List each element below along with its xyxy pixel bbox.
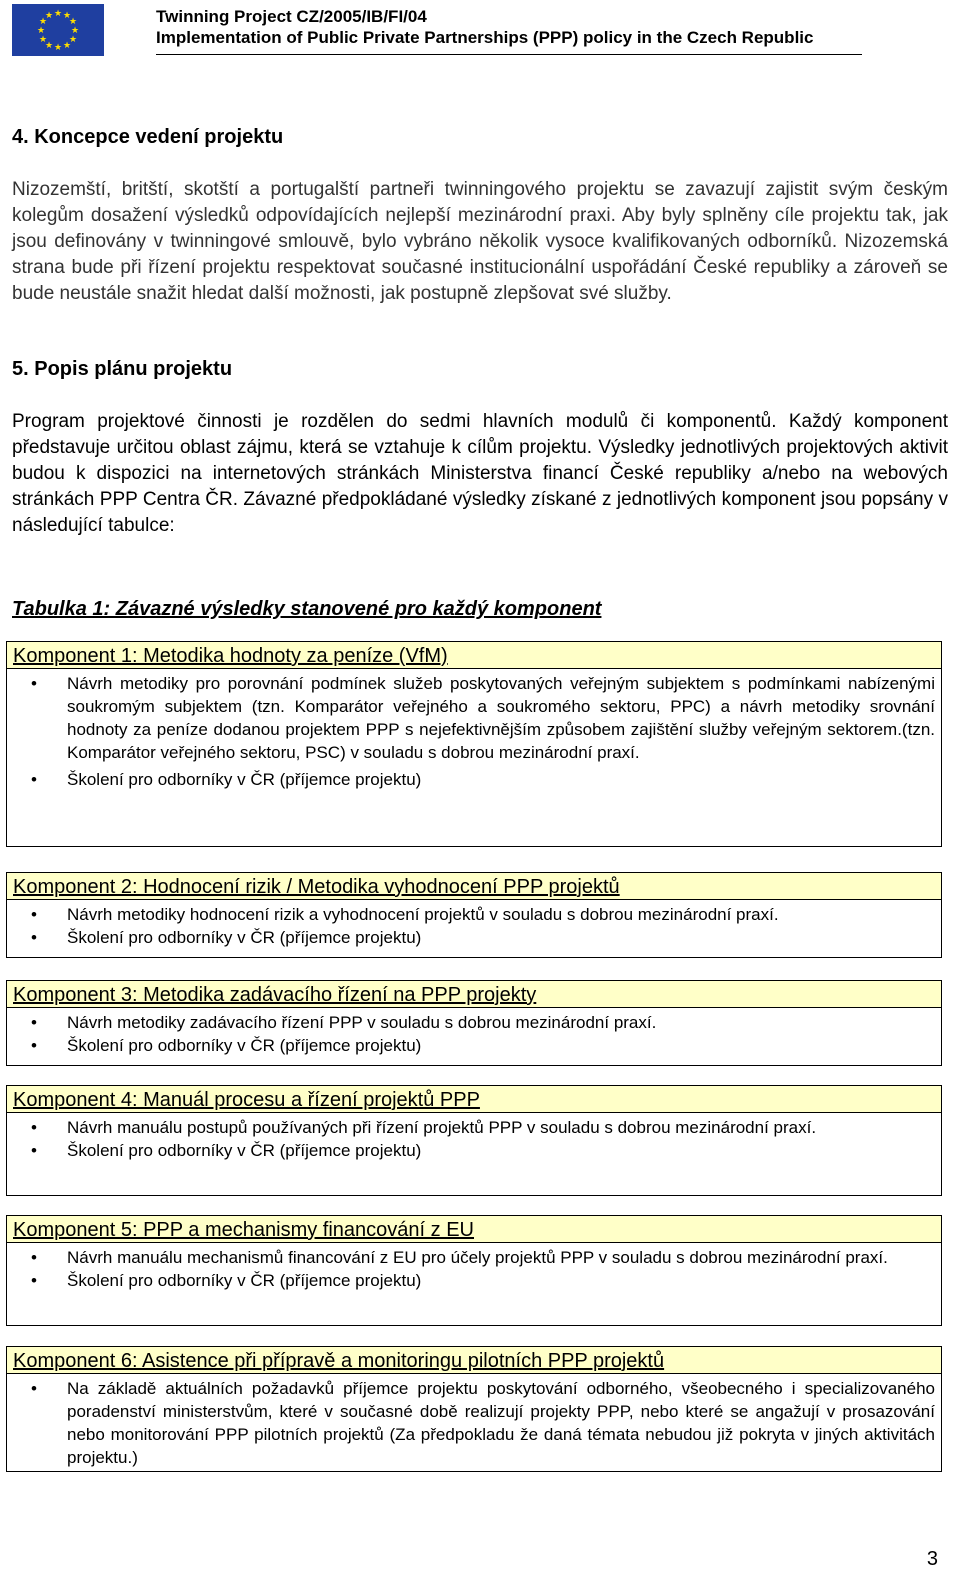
component-box — [6, 1346, 942, 1472]
page-header — [12, 4, 872, 58]
component-item: • Návrh metodiky pro porovnání podmínek služeb poskytovaných veřejným subjektem s podmínkami nabízenými soukromým subjektem (tzn. Komparátor veřejného a soukromého sektoru, PPC) a návrh metodiky srovnání hodnoty za peníze dodanou projektem PPP s nejefektivnějším způsobem zajištění služby veřejným sektorem.(tzn. Komparátor veřejného sektoru, PSC) v souladu s dobrou mezinárodní praxí. — [31, 674, 935, 762]
bullet-icon: • — [31, 1141, 37, 1160]
component-title: Komponent 4: Manuál procesu a řízení projektů PPP — [7, 1086, 941, 1113]
component-title: Komponent 2: Hodnocení rizik / Metodika vyhodnocení PPP projektů — [7, 873, 941, 900]
bullet-icon: • — [31, 1379, 37, 1398]
component-title: Komponent 5: PPP a mechanismy financování z EU — [7, 1216, 941, 1243]
component-items — [7, 903, 941, 953]
component-item: • Návrh manuálu mechanismů financování z EU pro účely projektů PPP v souladu s dobrou mezinárodní praxí. — [31, 1248, 888, 1267]
eu-stars-icon — [12, 4, 104, 56]
project-title — [156, 6, 813, 48]
component-item: • Školení pro odborníky v ČR (příjemce projektu) — [31, 1271, 422, 1290]
component-item: • Na základě aktuálních požadavků příjemce projektu poskytování odborného, všeobecného i specializovaného poradenství ministerstvům, které v současné době realizují projekty PPP, nebo které se angažují v prosazování nebo monitorování PPP pilotních projektů (Za předpokladu že daná témata nebudou již pokryta v jiných aktivitách projektu.) — [31, 1379, 935, 1467]
svg-text:★: ★ — [44, 11, 54, 21]
component-title: Komponent 6: Asistence při přípravě a monitoringu pilotních PPP projektů — [7, 1347, 941, 1374]
svg-text:★: ★ — [68, 35, 78, 45]
section-5-text: Program projektové činnosti je rozdělen do sedmi hlavních modulů či komponentů. Každý komponent představuje určitou oblast zájmu, která se vztahuje k cílům projektu. Výsledky jednotlivých projektových aktivit budou k dispozici na internetových stránkách Ministerstva financí České republiky a/nebo na webových stránkách PPP Centra ČR. Závazné předpokládané výsledky získané z jednotlivých komponent jsou popsány v následující tabulce: — [12, 411, 948, 536]
component-item: • Školení pro odborníky v ČR (příjemce projektu) — [31, 1141, 422, 1160]
bullet-icon: • — [31, 1118, 37, 1137]
svg-text:★: ★ — [53, 9, 63, 19]
section-4-text: Nizozemští, britští, skotští a portugalští partneři twinningového projektu se zavazují zajistit svým českým kolegům dosažení výsledků odpovídajících nejlepší mezinárodní praxi. Aby byly splněny cíle projektu tak, jak jsou definovány v twinningové smlouvě, bylo vybráno několik vysoce kvalifikovaných odborníků. Nizozemská strana bude při řízení projektu respektovat současné institucionální uspořádání České republiky a zároveň se bude neustále snažit hledat další možnosti, jak postupně zlepšovat své služby. — [12, 179, 948, 304]
bullet-icon: • — [31, 905, 37, 924]
svg-text:★: ★ — [62, 41, 72, 51]
svg-text:★: ★ — [70, 26, 80, 36]
bullet-icon: • — [31, 674, 37, 693]
component-box — [6, 1215, 942, 1326]
bullet-icon: • — [31, 770, 37, 789]
bullet-icon: • — [31, 1036, 37, 1055]
section-5-heading: 5. Popis plánu projektu — [12, 358, 233, 380]
svg-text:★: ★ — [38, 17, 48, 27]
page-number: 3 — [926, 1548, 938, 1570]
component-items — [7, 1246, 941, 1296]
component-item: • Návrh metodiky zadávacího řízení PPP v souladu s dobrou mezinárodní praxí. — [31, 1013, 657, 1032]
svg-text:★: ★ — [38, 35, 48, 45]
component-title: Komponent 3: Metodika zadávacího řízení na PPP projekty — [7, 981, 941, 1008]
svg-text:★: ★ — [68, 17, 78, 27]
component-item: • Školení pro odborníky v ČR (příjemce projektu) — [31, 1036, 422, 1055]
project-title-line1: Twinning Project CZ/2005/IB/FI/04 — [156, 7, 427, 26]
svg-text:★: ★ — [53, 43, 63, 53]
svg-text:★: ★ — [62, 11, 72, 21]
component-item: • Školení pro odborníky v ČR (příjemce projektu) — [31, 770, 422, 789]
bullet-icon: • — [31, 1013, 37, 1032]
table-caption: Tabulka 1: Závazné výsledky stanovené pro každý komponent — [12, 598, 602, 620]
eu-flag-logo — [12, 4, 104, 56]
svg-text:★: ★ — [44, 41, 54, 51]
component-item: • Školení pro odborníky v ČR (příjemce projektu) — [31, 928, 422, 947]
component-item: • Návrh manuálu postupů používaných při řízení projektů PPP v souladu s dobrou mezinárodní praxí. — [31, 1118, 817, 1137]
component-items — [7, 1011, 941, 1061]
component-item: • Návrh metodiky hodnocení rizik a vyhodnocení projektů v souladu s dobrou mezinárodní praxí. — [31, 905, 779, 924]
bullet-icon: • — [31, 1248, 37, 1267]
svg-text:★: ★ — [36, 26, 46, 36]
component-box — [6, 1085, 942, 1196]
section-4-heading: 4. Koncepce vedení projektu — [12, 126, 284, 148]
project-title-line2: Implementation of Public Private Partnerships (PPP) policy in the Czech Republic — [156, 28, 814, 47]
header-rule — [156, 54, 862, 55]
component-box — [6, 872, 942, 958]
bullet-icon: • — [31, 928, 37, 947]
component-items — [7, 1377, 941, 1473]
component-items — [7, 672, 941, 795]
component-title: Komponent 1: Metodika hodnoty za peníze (VfM) — [7, 642, 941, 669]
component-box — [6, 980, 942, 1066]
component-box — [6, 641, 942, 847]
component-items — [7, 1116, 941, 1166]
bullet-icon: • — [31, 1271, 37, 1290]
